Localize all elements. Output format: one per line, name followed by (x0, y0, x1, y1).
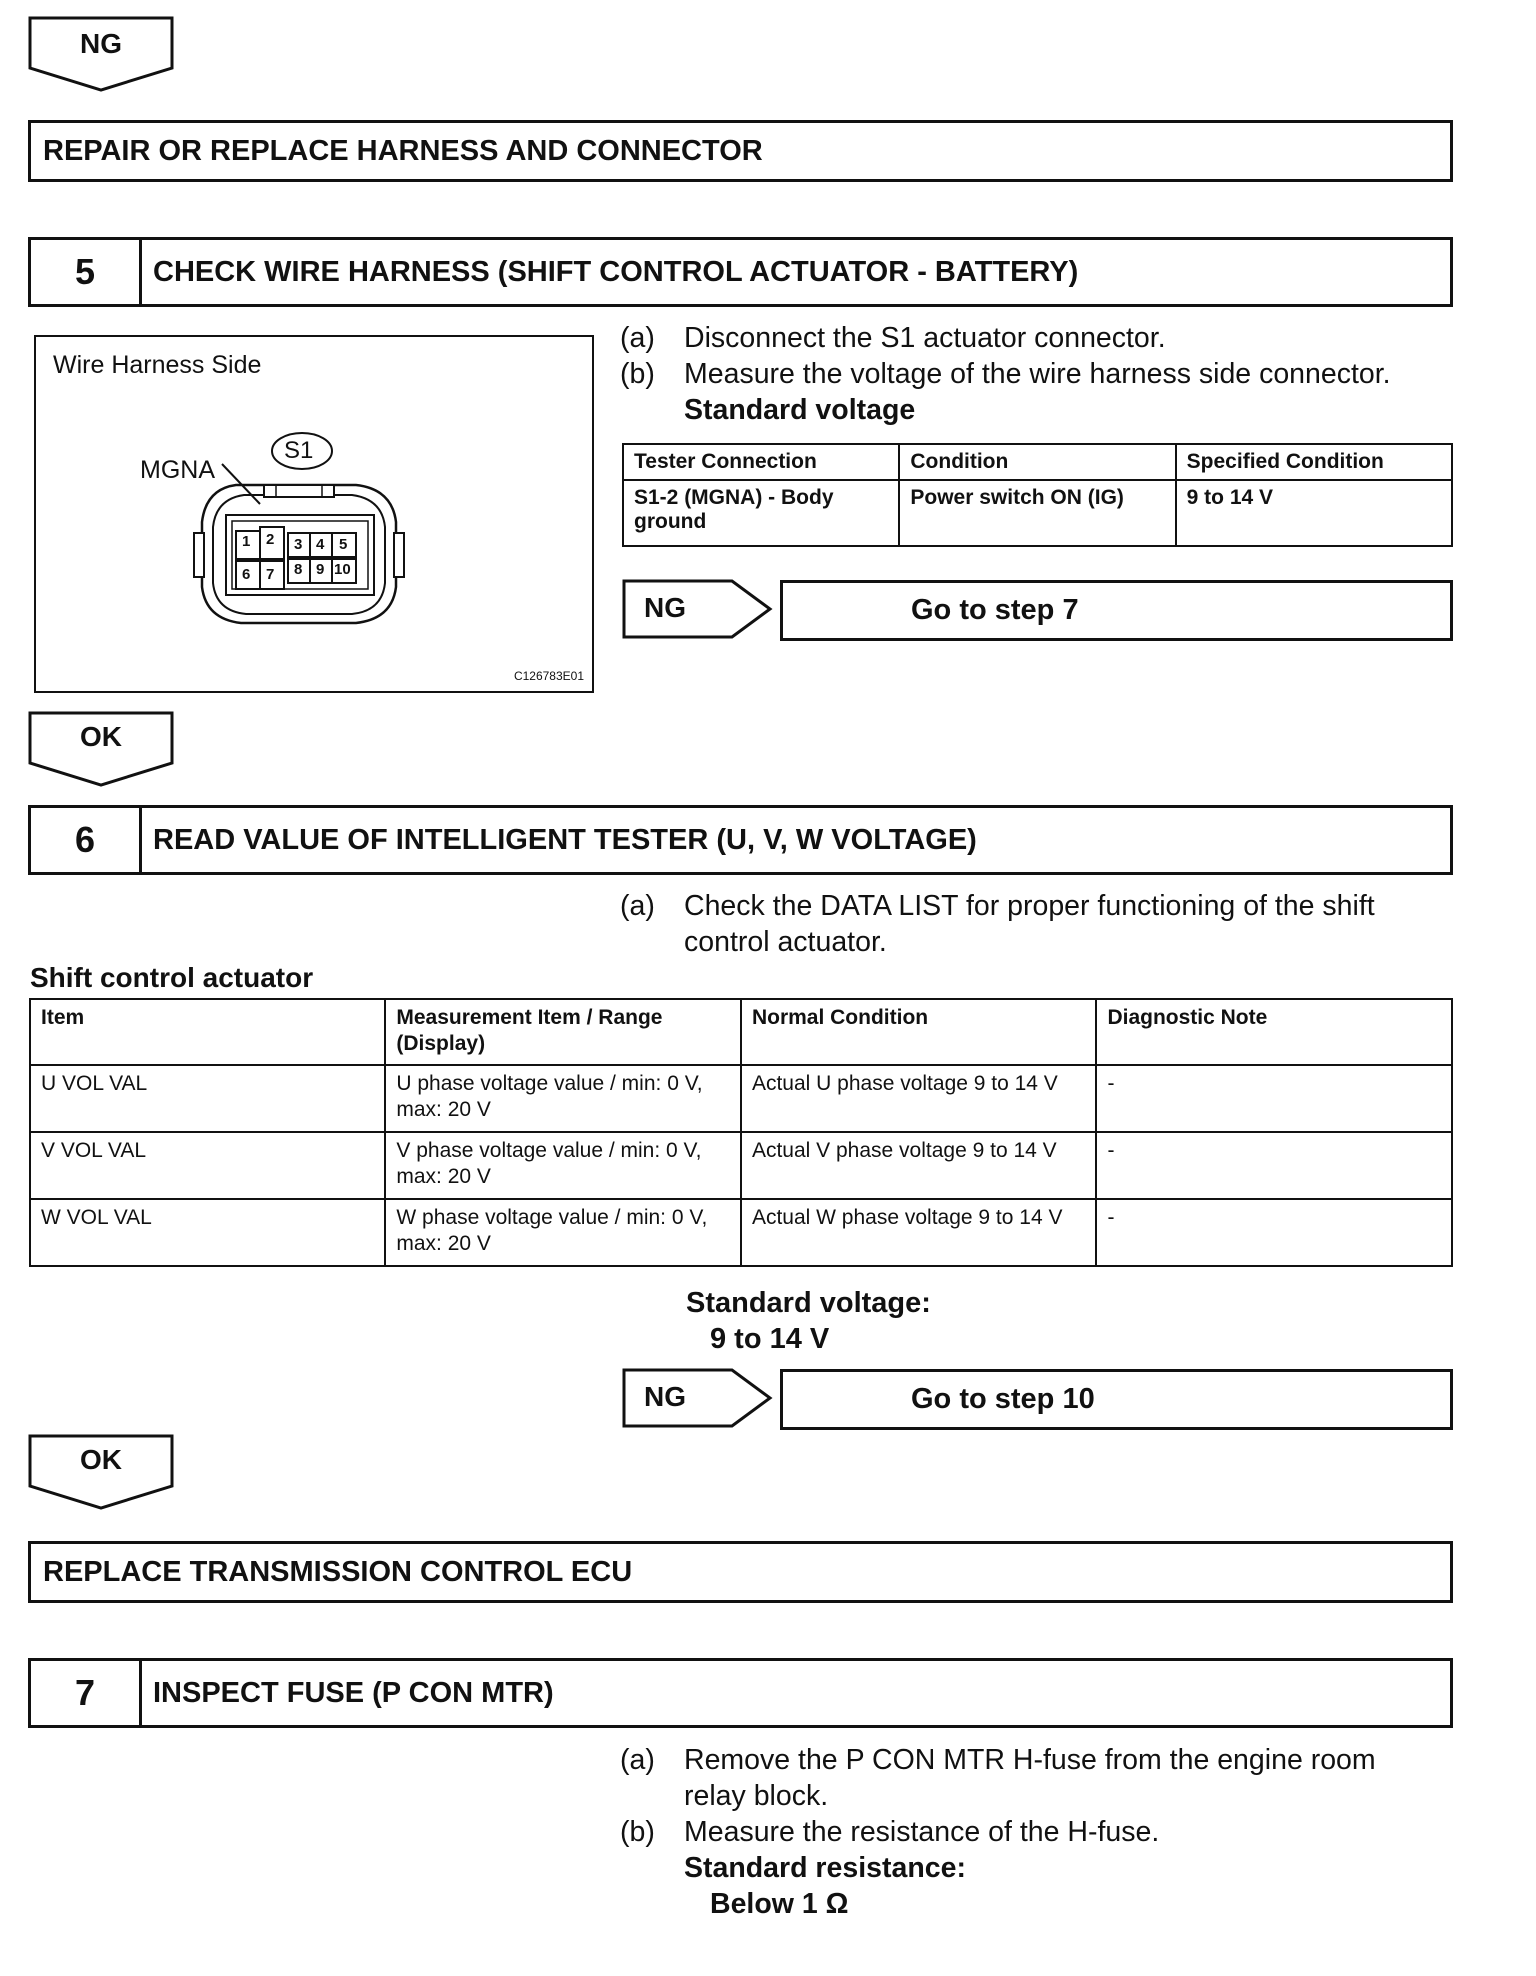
table-cell: - (1096, 1199, 1452, 1266)
spec-value: Below 1 Ω (710, 1888, 849, 1920)
replace-ecu-text: REPLACE TRANSMISSION CONTROL ECU (43, 1556, 633, 1588)
pin-number: 3 (294, 536, 303, 553)
table-title: Shift control actuator (30, 962, 314, 993)
ng-label: NG (80, 28, 122, 59)
step-5-instructions (620, 320, 1460, 428)
table-cell: Actual U phase voltage 9 to 14 V (741, 1065, 1097, 1132)
goto-step-10-box (780, 1369, 1453, 1430)
table-cell: U phase voltage value / min: 0 V, max: 20 V (385, 1065, 741, 1132)
spec-title: Standard resistance: (684, 1852, 966, 1884)
pin-number: 1 (242, 533, 251, 550)
ok-flow-arrow-step6 (28, 1434, 174, 1510)
table-header: Normal Condition (741, 999, 1097, 1065)
instruction-b (620, 1814, 1460, 1850)
table-cell: Power switch ON (IG) (899, 480, 1175, 546)
repair-harness-box (28, 120, 1453, 182)
ok-flow-arrow-step5 (28, 711, 174, 787)
table-header: Diagnostic Note (1096, 999, 1452, 1065)
table-cell: - (1096, 1065, 1452, 1132)
ng-label: NG (644, 1381, 686, 1412)
ok-label: OK (80, 1444, 122, 1475)
table-header: Measurement Item / Range (Display) (385, 999, 741, 1065)
step-7-number: 7 (31, 1661, 142, 1725)
instruction-b (620, 356, 1460, 392)
pin-number: 5 (339, 536, 348, 553)
table-cell: V phase voltage value / min: 0 V, max: 20 V (385, 1132, 741, 1199)
pin-number: 8 (294, 561, 303, 578)
step-6-title: READ VALUE OF INTELLIGENT TESTER (U, V, W VOLTAGE) (153, 823, 977, 856)
instruction-a (620, 1742, 1460, 1814)
step-6-instruction (620, 888, 1460, 960)
instruction-label: (a) (620, 322, 655, 354)
step-5-title: CHECK WIRE HARNESS (SHIFT CONTROL ACTUATOR - BATTERY) (153, 255, 1079, 288)
replace-ecu-box (28, 1541, 1453, 1603)
step-7-instructions (620, 1742, 1460, 1922)
instruction-label: (a) (620, 1744, 655, 1776)
instruction-text: Remove the P CON MTR H-fuse from the engine room relay block. (684, 1744, 1376, 1812)
step-7-header (28, 1658, 1453, 1728)
step-6-spec-value: 9 to 14 V (710, 1323, 830, 1355)
instruction-label: (b) (620, 1816, 655, 1848)
instruction-label: (a) (620, 890, 655, 922)
connector-diagram (36, 337, 592, 691)
step-6-spec-title: Standard voltage: (686, 1287, 931, 1319)
ng-flow-arrow-top (28, 16, 174, 92)
step-5-spec-table (622, 443, 1453, 547)
figure-id: C126783E01 (513, 669, 584, 683)
step-7-title: INSPECT FUSE (P CON MTR) (153, 1676, 554, 1709)
spec-title: Standard voltage (684, 394, 916, 426)
step-5-header (28, 237, 1453, 307)
instruction-a (620, 320, 1460, 356)
step-6-number: 6 (31, 808, 142, 872)
shift-actuator-table (29, 998, 1453, 1267)
pin-number: 2 (266, 531, 275, 548)
instruction-text: Measure the resistance of the H-fuse. (684, 1816, 1160, 1848)
pin-number: 6 (242, 566, 251, 583)
table-header: Tester Connection (623, 444, 899, 480)
table-cell: W phase voltage value / min: 0 V, max: 20 V (385, 1199, 741, 1266)
table-cell: Actual W phase voltage 9 to 14 V (741, 1199, 1097, 1266)
pin-label-mgna: MGNA (140, 456, 215, 484)
table-cell: W VOL VAL (30, 1199, 385, 1266)
table-header: Condition (899, 444, 1175, 480)
goto-text: Go to step 7 (911, 594, 1079, 626)
instruction-text: Check the DATA LIST for proper functioning of the shift control actuator. (684, 890, 1375, 958)
ng-arrow-step5 (622, 579, 774, 639)
ng-label: NG (644, 592, 686, 623)
table-cell: - (1096, 1132, 1452, 1199)
ng-arrow-step6 (622, 1368, 774, 1428)
table-header: Item (30, 999, 385, 1065)
figure-caption: Wire Harness Side (53, 351, 262, 379)
goto-step-7-box (780, 580, 1453, 641)
table-cell: Actual V phase voltage 9 to 14 V (741, 1132, 1097, 1199)
table-cell: V VOL VAL (30, 1132, 385, 1199)
instruction-text: Measure the voltage of the wire harness side connector. (684, 358, 1391, 390)
goto-text: Go to step 10 (911, 1383, 1095, 1415)
ok-label: OK (80, 721, 122, 752)
repair-harness-text: REPAIR OR REPLACE HARNESS AND CONNECTOR (43, 135, 763, 167)
step-5-number: 5 (31, 240, 142, 304)
table-header: Specified Condition (1176, 444, 1452, 480)
step-6-header (28, 805, 1453, 875)
pin-number: 9 (316, 561, 325, 578)
table-cell: 9 to 14 V (1176, 480, 1452, 546)
pin-number: 7 (266, 566, 275, 583)
pin-number: 10 (334, 561, 351, 578)
table-cell: U VOL VAL (30, 1065, 385, 1132)
pin-number: 4 (316, 536, 325, 553)
table-cell: S1-2 (MGNA) - Body ground (623, 480, 899, 546)
instruction-text: Disconnect the S1 actuator connector. (684, 322, 1166, 354)
instruction-label: (b) (620, 358, 655, 390)
connector-figure (34, 335, 594, 693)
connector-name: S1 (284, 437, 314, 464)
